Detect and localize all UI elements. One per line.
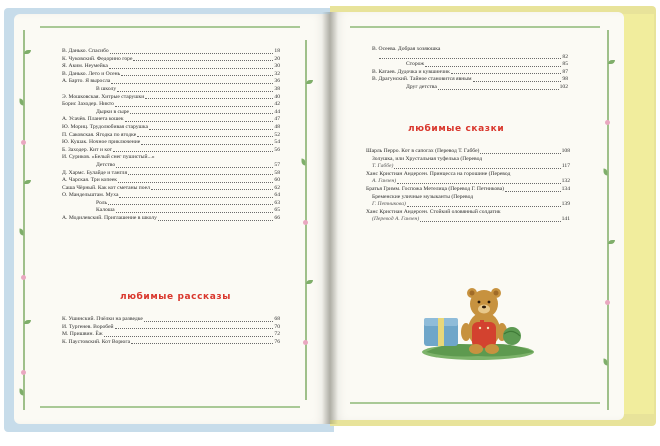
floral-border-bottom-right-icon xyxy=(350,400,600,406)
toc-page-number: 44 xyxy=(274,108,280,115)
toc-leader-dots xyxy=(104,336,274,337)
toc-page-number: 48 xyxy=(274,123,280,130)
toc-entry-title: М. Пришвин. Ёж xyxy=(62,331,103,338)
toc-leader-dots xyxy=(505,191,561,192)
toc-row xyxy=(62,48,280,56)
toc-row xyxy=(62,132,280,140)
toc-entry-title: А. Усачёв. Планета кошек xyxy=(62,116,124,123)
toc-entry-title: Друг детства xyxy=(406,83,437,90)
toc-page-number: 72 xyxy=(274,331,280,338)
toc-row xyxy=(62,63,280,71)
toc-leader-dots xyxy=(116,212,274,213)
toc-leader-dots xyxy=(394,168,560,169)
toc-row xyxy=(366,163,570,171)
floral-border-top-left-icon xyxy=(40,24,300,30)
toc-leader-dots xyxy=(397,183,560,184)
toc-entry-title: Г. Петникова) xyxy=(372,201,406,208)
stories-toc-list xyxy=(62,316,280,346)
toc-leader-dots xyxy=(125,121,274,122)
teddy-bear-with-box-icon xyxy=(420,278,540,360)
toc-leader-dots xyxy=(116,167,273,168)
toc-entry-title: Дырки в сыре xyxy=(96,108,130,115)
toc-row xyxy=(62,215,280,223)
toc-leader-dots xyxy=(137,136,273,137)
toc-page-number: 132 xyxy=(561,178,570,185)
floral-border-top-right-icon xyxy=(350,24,600,30)
toc-page-number: 47 xyxy=(274,116,280,123)
toc-page-number: 65 xyxy=(274,207,280,214)
toc-page-number: 76 xyxy=(274,338,280,345)
toc-row xyxy=(62,86,280,94)
toc-row xyxy=(62,192,280,200)
toc-leader-dots xyxy=(133,60,273,61)
toc-leader-dots xyxy=(420,221,561,222)
toc-entry-title: (Перевод А. Ганзен) xyxy=(372,216,420,223)
toc-row xyxy=(372,46,568,54)
toc-leader-dots xyxy=(128,174,273,175)
toc-entry-title: И. Тургенев. Воробей xyxy=(62,323,114,330)
toc-page-number: 64 xyxy=(274,192,280,199)
toc-row xyxy=(62,207,280,215)
toc-leader-dots xyxy=(141,144,273,145)
toc-leader-dots xyxy=(131,343,273,344)
toc-row xyxy=(62,339,280,347)
toc-page-number: 18 xyxy=(274,48,280,54)
toc-page-number: 108 xyxy=(561,148,570,154)
toc-leader-dots xyxy=(145,98,273,99)
toc-entry-title: Сторож xyxy=(406,61,425,68)
toc-page-number: 85 xyxy=(562,61,568,68)
toc-entry-title: Калоша xyxy=(96,207,115,214)
toc-leader-dots xyxy=(407,206,561,207)
toc-page-number: 141 xyxy=(561,216,570,223)
toc-entry-title: В. Драгунский. Тайное становится явным xyxy=(372,76,472,83)
toc-entry-title: В. Данько. Лето и Осень xyxy=(62,70,121,77)
toc-row xyxy=(372,76,568,84)
toc-page-number: 63 xyxy=(274,199,280,206)
toc-page-number: 30 xyxy=(274,63,280,70)
toc-page-number: 87 xyxy=(562,68,568,75)
toc-page-number: 57 xyxy=(274,161,280,168)
toc-page-number: 66 xyxy=(274,215,280,222)
toc-row xyxy=(366,148,570,156)
toc-page-number: 60 xyxy=(274,177,280,184)
toc-leader-dots xyxy=(111,83,273,84)
toc-entry-title: Ю. Кушак. Ночное приключение xyxy=(62,139,141,146)
toc-page-number: 134 xyxy=(561,185,570,192)
toc-entry-title: Я. Аким. Неумейка xyxy=(62,63,108,70)
toc-entry-title: Т. Габбе) xyxy=(372,163,394,170)
toc-row xyxy=(62,124,280,132)
toc-page-number: 56 xyxy=(274,146,280,153)
toc-row xyxy=(62,78,280,86)
toc-entry-title: Детство xyxy=(96,161,116,168)
toc-leader-dots xyxy=(119,197,273,198)
toc-page-number: 54 xyxy=(274,139,280,146)
toc-row xyxy=(62,177,280,185)
toc-entry-title: В. Данько. Спасибо xyxy=(62,48,109,54)
floral-border-right-icon xyxy=(604,30,612,410)
toc-entry-title: В. Осеева. Добрая хозяюшка xyxy=(372,46,441,52)
toc-entry-title: К. Паустовский. Кот Ворюга xyxy=(62,338,131,345)
toc-row xyxy=(62,154,280,162)
toc-row xyxy=(366,171,570,179)
toc-row xyxy=(62,94,280,102)
toc-page-number: 117 xyxy=(561,163,570,170)
toc-row xyxy=(62,116,280,124)
toc-page-number: 42 xyxy=(274,101,280,108)
toc-leader-dots xyxy=(425,66,561,67)
toc-entry-title: Роль xyxy=(96,199,108,206)
toc-leader-dots xyxy=(379,58,561,59)
toc-entry-title: Бременские уличные музыканты (Перевод xyxy=(372,193,474,200)
toc-leader-dots xyxy=(121,75,273,76)
toc-leader-dots xyxy=(151,189,274,190)
floral-border-bottom-left-icon xyxy=(40,404,300,410)
toc-entry-title: П. Саковская. Ягодка по ягодке xyxy=(62,131,137,138)
toc-entry-title: Э. Мошковская. Хитрые старушки xyxy=(62,93,145,100)
toc-row xyxy=(62,316,280,324)
toc-row xyxy=(366,201,570,209)
toc-entry-title: А. Ганзен) xyxy=(372,178,397,185)
toc-row xyxy=(62,331,280,339)
toc-entry-title: И. Суриков. «Белый снег пушистый...» xyxy=(62,154,155,161)
left-toc-list xyxy=(62,48,280,223)
toc-row xyxy=(366,178,570,186)
toc-leader-dots xyxy=(144,321,274,322)
toc-entry-title: Б. Заходер. Кит и кот xyxy=(62,146,112,153)
toc-entry-title: Д. Хармс. Булайде и тангля xyxy=(62,169,128,176)
toc-leader-dots xyxy=(158,220,274,221)
toc-row xyxy=(62,162,280,170)
toc-leader-dots xyxy=(109,68,274,69)
toc-leader-dots xyxy=(149,129,273,130)
section-title-stories: любимые рассказы xyxy=(120,292,231,302)
floral-border-left-icon xyxy=(20,30,28,410)
toc-leader-dots xyxy=(130,113,273,114)
toc-entry-title: Ю. Мориц. Трудолюбивая старушка xyxy=(62,123,148,130)
toc-entry-title: К. Чуковский. Федорино горе xyxy=(62,55,133,62)
toc-entry-title: О. Мандельштам. Муха xyxy=(62,192,119,199)
toc-page-number: 70 xyxy=(274,323,280,330)
toc-entry-title: Золушка, или Хрустальная туфелька (Перевод xyxy=(372,155,483,162)
toc-row xyxy=(366,186,570,194)
toc-leader-dots xyxy=(110,53,274,54)
toc-row xyxy=(366,216,570,224)
floral-border-inner-left-icon xyxy=(302,40,310,400)
toc-row xyxy=(62,109,280,117)
tales-toc-list xyxy=(366,148,570,224)
toc-entry-title: В школу xyxy=(96,85,117,92)
toc-entry-title: Братья Гримм. Госпожа Метелица (Перевод Г. Петникова) xyxy=(366,185,505,192)
toc-entry-title: А. Чарская. Три копеек xyxy=(62,177,118,184)
toc-leader-dots xyxy=(451,73,562,74)
toc-entry-title: Ханс Кристиан Андерсен. Стойкий оловянный солдатик xyxy=(366,208,501,215)
section-title-tales: любимые сказки xyxy=(408,124,505,134)
toc-row xyxy=(372,61,568,69)
toc-leader-dots xyxy=(115,328,274,329)
toc-row xyxy=(366,156,570,164)
toc-entry-title: Саша Чёрный. Как кот сметаны поел xyxy=(62,184,150,191)
toc-leader-dots xyxy=(108,204,273,205)
toc-leader-dots xyxy=(113,151,273,152)
toc-leader-dots xyxy=(473,81,562,82)
toc-entry-title: Шарль Перро. Кот в сапогах (Перевод Т. Габбе) xyxy=(366,148,480,154)
toc-leader-dots xyxy=(118,182,273,183)
toc-entry-title: В. Катаев. Дудочка и кувшинчик xyxy=(372,68,450,75)
toc-page-number: 139 xyxy=(561,201,570,208)
toc-entry-title: А. Модилевский. Приглашение в школу xyxy=(62,215,157,222)
toc-row xyxy=(62,139,280,147)
toc-page-number: 38 xyxy=(274,85,280,92)
toc-page-number: 20 xyxy=(274,55,280,62)
toc-row xyxy=(62,200,280,208)
toc-page-number: 102 xyxy=(559,83,568,90)
toc-page-number: 32 xyxy=(274,70,280,77)
toc-page-number: 82 xyxy=(562,53,568,60)
toc-page-number: 68 xyxy=(274,316,280,322)
cover-edge-strip xyxy=(620,14,654,414)
toc-leader-dots xyxy=(480,153,560,154)
toc-page-number: 98 xyxy=(562,76,568,83)
toc-page-number: 40 xyxy=(274,93,280,100)
toc-page-number: 52 xyxy=(274,131,280,138)
toc-leader-dots xyxy=(117,91,273,92)
toc-row xyxy=(62,71,280,79)
toc-page-number: 58 xyxy=(274,169,280,176)
toc-entry-title: К. Ушинский. Пчёлки на разведке xyxy=(62,316,143,322)
toc-row xyxy=(62,170,280,178)
book-gutter xyxy=(322,12,338,424)
toc-page-number: 36 xyxy=(274,78,280,85)
toc-entry-title: Борис Заходер. Никто xyxy=(62,101,114,108)
toc-leader-dots xyxy=(115,106,273,107)
toc-row xyxy=(62,185,280,193)
toc-row xyxy=(372,54,568,62)
toc-row xyxy=(62,101,280,109)
right-toc-list xyxy=(372,46,568,92)
toc-entry-title: Ханс Кристиан Андерсен. Принцесса на горошине (Перевод xyxy=(366,170,511,177)
toc-page-number: 62 xyxy=(274,184,280,191)
toc-entry-title: А. Барто. Я выросла xyxy=(62,78,111,85)
toc-leader-dots xyxy=(438,89,559,90)
toc-row xyxy=(372,84,568,92)
